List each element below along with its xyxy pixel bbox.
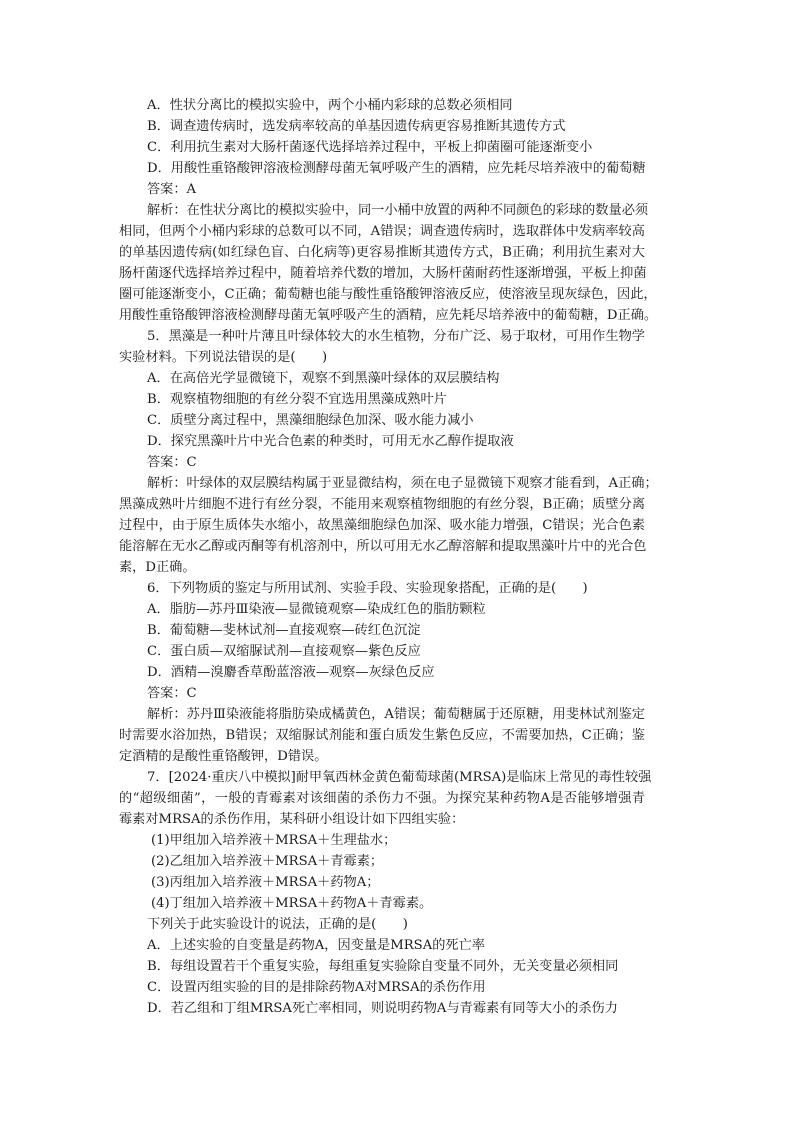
q7-stem: 的“超级细菌”，一般的青霉素对该细菌的杀伤力不强。为探究某种药物A是否能够增强青 [119, 791, 645, 806]
q5-option-c: C．质壁分离过程中，黑藻细胞绿色加深、吸水能力减小 [147, 413, 474, 428]
q5-stem: 5．黑藻是一种叶片薄且叶绿体较大的水生植物，分布广泛、易于取材，可用作生物学 [147, 329, 645, 344]
q4-explanation-line: 肠杆菌逐代选择培养过程中，随着培养代数的增加，大肠杆菌耐药性逐渐增强，平板上抑菌 [119, 266, 647, 281]
q4-option-b: B．调查遗传病时，选发病率较高的单基因遗传病更容易推断其遗传方式 [147, 119, 566, 134]
q6-stem: 6．下列物质的鉴定与所用试剂、实验手段、实验现象搭配，正确的是( ) [147, 581, 588, 596]
q5-option-a: A．在高倍光学显微镜下，观察不到黑藻叶绿体的双层膜结构 [147, 371, 500, 386]
q4-explanation-line: 解析：在性状分离比的模拟实验中，同一小桶中放置的两种不同颜色的彩球的数量必须 [147, 203, 649, 218]
q4-explanation-line: 用酸性重铬酸钾溶液检测酵母菌无氧呼吸产生的酒精，应先耗尽培养液中的葡萄糖，D正确。 [119, 308, 658, 323]
q7-question: 下列关于此实验设计的说法，正确的是( ) [147, 917, 408, 932]
q6-option-b: B．葡萄糖—斐林试剂—直接观察—砖红色沉淀 [147, 623, 421, 638]
q5-explanation-line: 黑藻成熟叶片细胞不进行有丝分裂，不能用来观察植物细胞的有丝分裂，B正确；质壁分离 [119, 497, 645, 512]
q4-option-d: D．用酸性重铬酸钾溶液检测酵母菌无氧呼吸产生的酒精，应先耗尽培养液中的葡萄糖 [147, 161, 646, 176]
q7-group-item: (3)丙组加入培养液＋MRSA＋药物A； [151, 875, 380, 890]
q5-explanation-line: 解析：叶绿体的双层膜结构属于亚显微结构，须在电子显微镜下观察才能看到，A正确； [147, 476, 658, 491]
q6-explanation-line: 解析：苏丹Ⅲ染液能将脂肪染成橘黄色，A错误；葡萄糖属于还原糖，用斐林试剂鉴定 [147, 707, 645, 722]
q4-answer: 答案：A [147, 182, 197, 197]
q7-group-item: (4)丁组加入培养液＋MRSA＋药物A＋青霉素。 [151, 896, 433, 911]
q6-explanation-line: 时需要水浴加热，B错误；双缩脲试剂能和蛋白质发生紫色反应，不需要加热，C正确；鉴 [119, 728, 645, 743]
q5-option-d: D．探究黑藻叶片中光合色素的种类时，可用无水乙醇作提取液 [147, 434, 514, 449]
q7-option-c: C．设置丙组实验的目的是排除药物A对MRSA的杀伤作用 [147, 980, 486, 995]
q4-option-c: C．利用抗生素对大肠杆菌逐代选择培养过程中，平板上抑菌圈可能逐渐变小 [147, 140, 593, 155]
q6-explanation-line: 定酒精的是酸性重铬酸钾，D错误。 [119, 749, 328, 764]
q4-explanation-line: 圈可能逐渐变小，C正确；葡萄糖也能与酸性重铬酸钾溶液反应，使溶液呈现灰绿色，因此， [119, 287, 657, 302]
q7-option-a: A．上述实验的自变量是药物A，因变量是MRSA的死亡率 [147, 938, 485, 953]
q7-option-d: D．若乙组和丁组MRSA死亡率相同，则说明药物A与青霉素有同等大小的杀伤力 [147, 1001, 618, 1016]
q5-stem: 实验材料。下列说法错误的是( ) [119, 350, 328, 365]
q5-explanation-line: 过程中，由于原生质体失水缩小，故黑藻细胞绿色加深、吸水能力增强，C错误；光合色素 [119, 518, 645, 533]
q6-answer: 答案：C [147, 686, 197, 701]
q4-option-a: A．性状分离比的模拟实验中，两个小桶内彩球的总数必须相同 [147, 98, 513, 113]
q7-option-b: B．每组设置若干个重复实验，每组重复实验除自变量不同外，无关变量必须相同 [147, 959, 619, 974]
q7-stem: 7．[2024·重庆八中模拟]耐甲氧西林金黄色葡萄球菌(MRSA)是临床上常见的毒性较强 [147, 770, 652, 785]
q5-explanation-line: 素，D正确。 [119, 560, 196, 575]
q4-explanation-line: 的单基因遗传病(如红绿色盲、白化病等)更容易推断其遗传方式，B正确；利用抗生素对大 [119, 245, 645, 260]
q5-option-b: B．观察植物细胞的有丝分裂不宜选用黑藻成熟叶片 [147, 392, 447, 407]
q5-explanation-line: 能溶解在无水乙醇或丙酮等有机溶剂中，所以可用无水乙醇溶解和提取黑藻叶片中的光合色 [119, 539, 647, 554]
q4-explanation-line: 相同，但两个小桶内彩球的总数可以不同，A错误；调查遗传病时，选取群体中发病率较高 [119, 224, 645, 239]
q7-group-item: (2)乙组加入培养液＋MRSA＋青霉素； [151, 854, 384, 869]
q6-option-a: A．脂肪—苏丹Ⅲ染液—显微镜观察—染成红色的脂肪颗粒 [147, 602, 486, 617]
q6-option-d: D．酒精—溴麝香草酚蓝溶液—观察—灰绿色反应 [147, 665, 435, 680]
q7-group-item: (1)甲组加入培养液＋MRSA＋生理盐水； [151, 833, 397, 848]
q5-answer: 答案：C [147, 455, 197, 470]
q6-option-c: C．蛋白质—双缩脲试剂—直接观察—紫色反应 [147, 644, 421, 659]
q7-stem: 霉素对MRSA的杀伤作用，某科研小组设计如下四组实验： [119, 812, 465, 827]
